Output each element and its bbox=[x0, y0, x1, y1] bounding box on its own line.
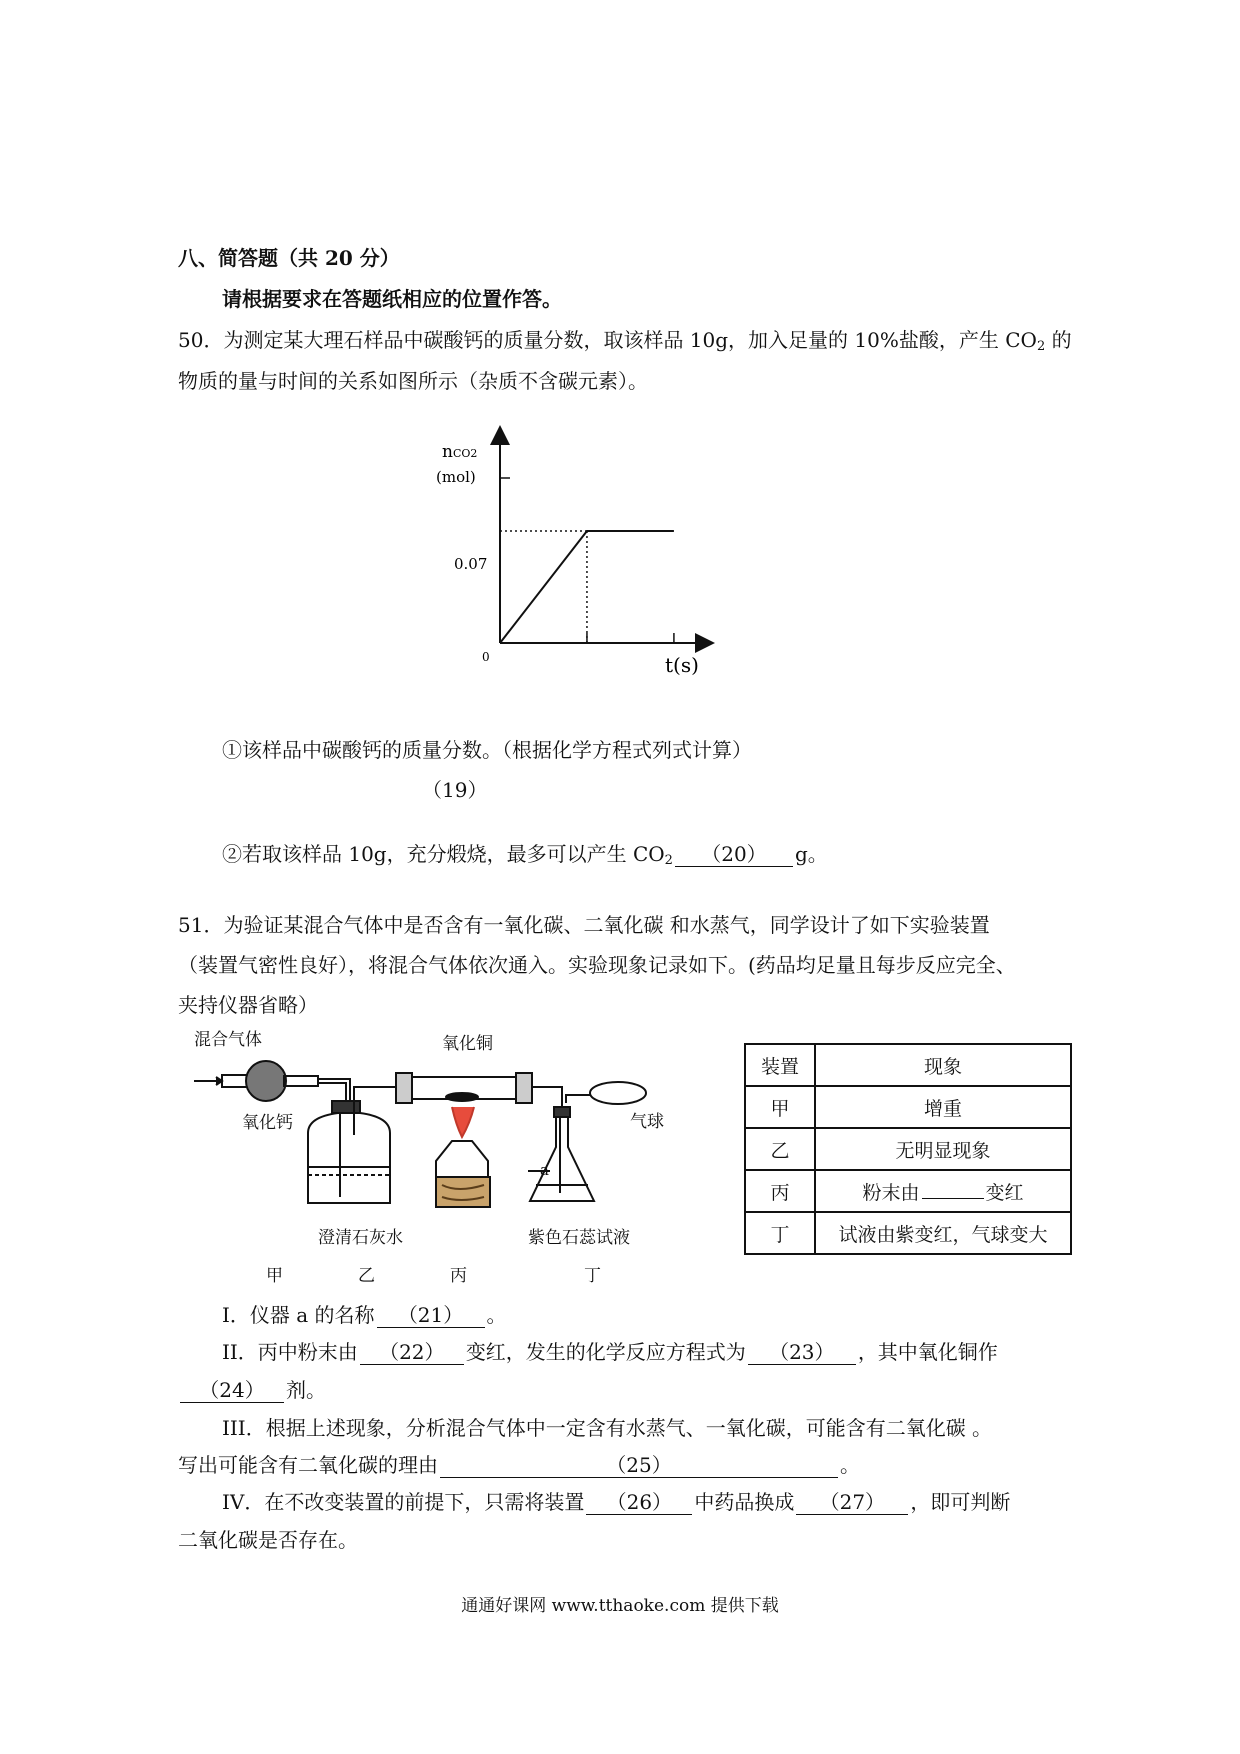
q51-III-line1: III．根据上述现象，分析混合气体中一定含有水蒸气、一氧化碳，可能含有二氧化碳 。 bbox=[222, 1416, 993, 1440]
q51-IV-line2: 二氧化碳是否存在。 bbox=[178, 1528, 358, 1552]
q50-sub1-blank: （19） bbox=[422, 778, 488, 802]
a-label: a bbox=[540, 1161, 549, 1179]
table-blank bbox=[922, 1180, 984, 1199]
y-label-main: nCO2 bbox=[442, 442, 478, 462]
header-observation: 现象 bbox=[815, 1044, 1071, 1086]
origin-label: 0 bbox=[482, 650, 490, 664]
q50-line2: 物质的量与时间的关系如图所示（杂质不含碳元素）。 bbox=[178, 369, 648, 393]
label-ding: 丁 bbox=[584, 1266, 601, 1286]
balloon bbox=[590, 1082, 646, 1104]
cao-label: 氧化钙 bbox=[242, 1113, 293, 1133]
label-bing: 丙 bbox=[450, 1266, 467, 1286]
label-yi: 乙 bbox=[358, 1266, 375, 1286]
y-label-unit: (mol) bbox=[436, 468, 476, 486]
observation-table bbox=[744, 1043, 1072, 1255]
lime-water-label: 澄清石灰水 bbox=[318, 1228, 403, 1248]
co2-time-chart bbox=[430, 425, 730, 685]
blank-23: （23） bbox=[748, 1340, 856, 1365]
section-instruction: 请根据要求在答题纸相应的位置作答。 bbox=[222, 287, 562, 311]
section-heading: 八、简答题（共 20 分） bbox=[178, 246, 400, 270]
q50-sub1: ①该样品中碳酸钙的质量分数。（根据化学方程式列式计算） bbox=[222, 738, 752, 762]
gas-label: 混合气体 bbox=[194, 1030, 262, 1050]
blank-20: （20） bbox=[675, 842, 793, 867]
q51-III-line2: 写出可能含有二氧化碳的理由 （25） 。 bbox=[178, 1453, 860, 1477]
blank-25: （25） bbox=[440, 1453, 838, 1478]
apparatus-diagram bbox=[190, 1025, 720, 1295]
table-row: 丙 粉末由 变红 bbox=[745, 1170, 1071, 1212]
q51-I: I．仪器 a 的名称 （21） 。 bbox=[222, 1303, 507, 1327]
q51-line3: 夹持仪器省略） bbox=[178, 993, 318, 1017]
blank-22: （22） bbox=[360, 1340, 464, 1365]
q50-line1: 50．为测定某大理石样品中碳酸钙的质量分数，取该样品 10g，加入足量的 10%盐酸，产生 $CO_2$ 的 bbox=[178, 328, 1072, 354]
table-row: 丁 试液由紫变红，气球变大 bbox=[745, 1212, 1071, 1254]
page-footer: 通通好课网 www.tthaoke.com 提供下载 bbox=[461, 1596, 779, 1616]
balloon-label: 气球 bbox=[630, 1112, 664, 1132]
blank-21: （21） bbox=[377, 1303, 485, 1328]
litmus-label: 紫色石蕊试液 bbox=[528, 1228, 630, 1248]
blank-27: （27） bbox=[796, 1490, 908, 1515]
erlenmeyer-flask bbox=[530, 1117, 594, 1201]
q50-sub2: ②若取该样品 10g，充分煅烧，最多可以产生 $CO_2$ （20） g。 bbox=[222, 842, 828, 868]
blank-26: （26） bbox=[586, 1490, 692, 1515]
table-row: 甲 增重 bbox=[745, 1086, 1071, 1128]
label-jia: 甲 bbox=[266, 1266, 283, 1286]
q51-line2: （装置气密性良好），将混合气体依次通入。实验现象记录如下。(药品均足量且每步反应完全、 bbox=[178, 953, 1016, 977]
q51-IV-line1: IV．在不改变装置的前提下，只需将装置 （26） 中药品换成 （27） ，即可判断 bbox=[222, 1490, 1011, 1514]
alcohol-lamp bbox=[436, 1141, 488, 1177]
q51-II-cont: （24） 剂。 bbox=[178, 1378, 326, 1403]
cuo-label: 氧化铜 bbox=[442, 1034, 493, 1054]
x-label: t(s) bbox=[665, 653, 699, 677]
header-device: 装置 bbox=[745, 1044, 815, 1086]
wooden-block bbox=[436, 1177, 490, 1207]
lime-water-bottle bbox=[308, 1113, 390, 1203]
q51-II: II．丙中粉末由 （22） 变红，发生的化学反应方程式为 （23） ，其中氧化铜作 bbox=[222, 1340, 998, 1364]
q51-line1: 51．为验证某混合气体中是否含有一氧化碳、二氧化碳 和水蒸气，同学设计了如下实验装置 bbox=[178, 913, 990, 937]
blank-24: （24） bbox=[180, 1378, 284, 1403]
y-tick-label: 0.07 bbox=[454, 555, 488, 573]
table-row: 乙 无明显现象 bbox=[745, 1128, 1071, 1170]
drying-tube-bulb bbox=[246, 1061, 286, 1101]
table-header-row bbox=[745, 1044, 1071, 1086]
